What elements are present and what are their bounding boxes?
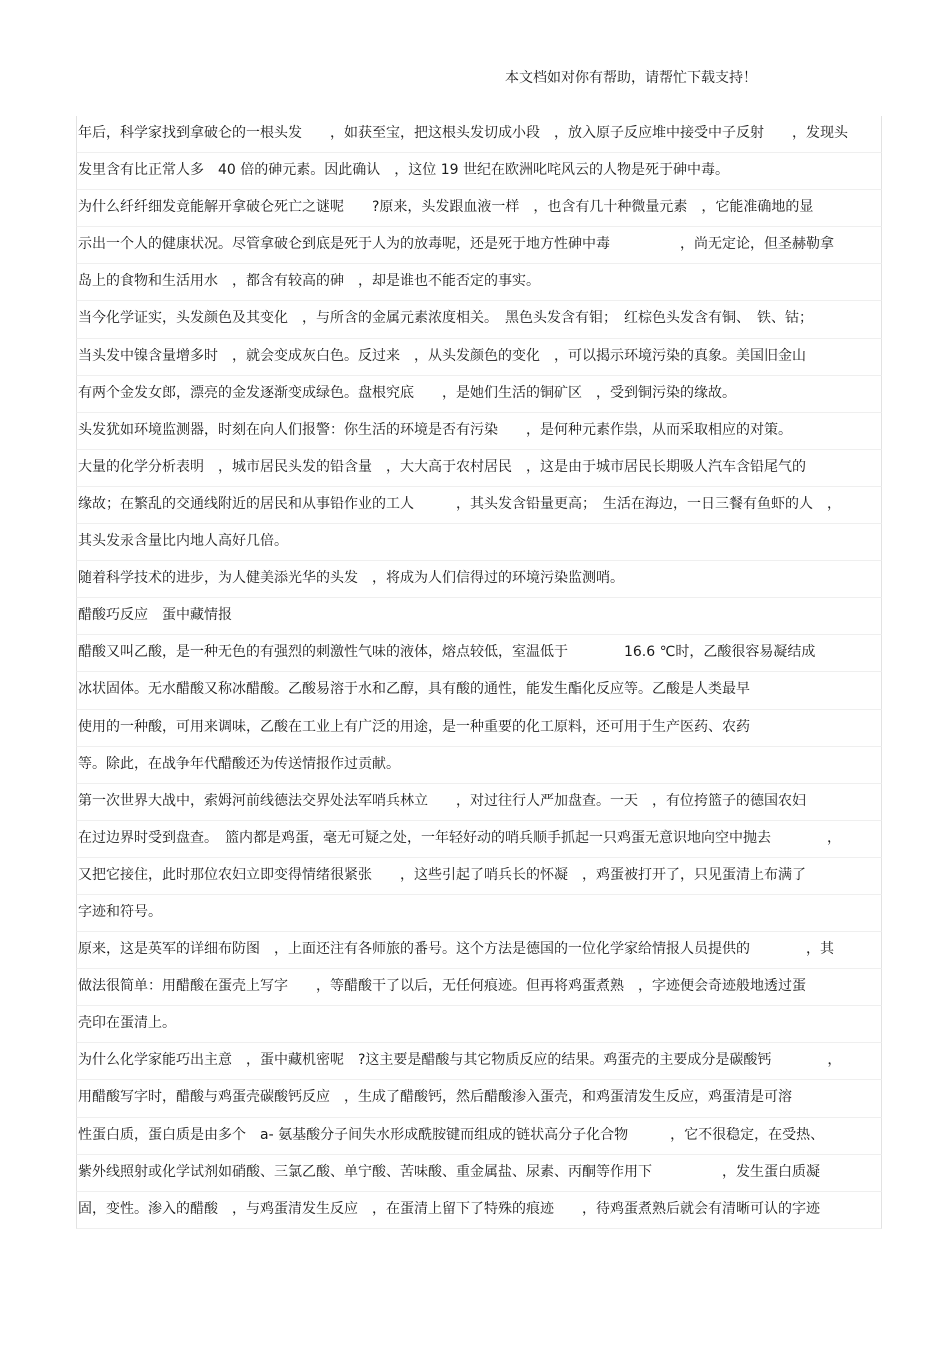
text-line: 性蛋白质，蛋白质是由多个 a- 氨基酸分子间失水形成酰胺键而组成的链状高分子化合物 ，它不很稳定，在受热、 — [76, 1118, 882, 1155]
text-line: 醋酸巧反应 蛋中藏情报 — [76, 598, 882, 635]
document-body — [76, 116, 882, 1229]
text-line: 固，变性。渗入的醋酸 ，与鸡蛋清发生反应 ，在蛋清上留下了特殊的痕迹 ，待鸡蛋煮熟后就会有清晰可认的字迹 — [76, 1192, 882, 1229]
text-line: 其头发汞含量比内地人高好几倍。 — [76, 524, 882, 561]
text-line: 使用的一种酸，可用来调味，乙酸在工业上有广泛的用途，是一种重要的化工原料，还可用于生产医药、农药 — [76, 710, 882, 747]
text-line: 醋酸又叫乙酸，是一种无色的有强烈的刺激性气味的液体，熔点较低，室温低于 16.6 ℃时，乙酸很容易凝结成 — [76, 635, 882, 672]
text-line: 随着科学技术的进步，为人健美添光华的头发 ，将成为人们信得过的环境污染监测哨。 — [76, 561, 882, 598]
text-line: 等。除此，在战争年代醋酸还为传送情报作过贡献。 — [76, 747, 882, 784]
text-line: 当头发中镍含量增多时 ，就会变成灰白色。反过来 ，从头发颜色的变化 ，可以揭示环境污染的真象。美国旧金山 — [76, 339, 882, 376]
text-line: 用醋酸写字时，醋酸与鸡蛋壳碳酸钙反应 ，生成了醋酸钙，然后醋酸渗入蛋壳，和鸡蛋清发生反应，鸡蛋清是可溶 — [76, 1080, 882, 1117]
text-line: 原来，这是英军的详细布防图 ，上面还注有各师旅的番号。这个方法是德国的一位化学家给情报人员提供的 ，其 — [76, 932, 882, 969]
text-line: 大量的化学分析表明 ，城市居民头发的铅含量 ，大大高于农村居民 ，这是由于城市居民长期吸人汽车含铅尾气的 — [76, 450, 882, 487]
text-line: 做法很简单：用醋酸在蛋壳上写字 ，等醋酸干了以后，无任何痕迹。但再将鸡蛋煮熟 ，字迹便会奇迹般地透过蛋 — [76, 969, 882, 1006]
text-line: 冰状固体。无水醋酸又称冰醋酸。乙酸易溶于水和乙醇，具有酸的通性，能发生酯化反应等。乙酸是人类最早 — [76, 672, 882, 709]
text-line: 第一次世界大战中，索姆河前线德法交界处法军哨兵林立 ，对过往行人严加盘查。一天 ，有位挎篮子的德国农妇 — [76, 784, 882, 821]
text-line: 岛上的食物和生活用水 ，都含有较高的砷 ，却是谁也不能否定的事实。 — [76, 264, 882, 301]
text-line: 在过边界时受到盘查。 篮内都是鸡蛋，毫无可疑之处，一年轻好动的哨兵顺手抓起一只鸡蛋无意识地向空中抛去 ， — [76, 821, 882, 858]
text-line: 字迹和符号。 — [76, 895, 882, 932]
text-line: 又把它接住，此时那位农妇立即变得情绪很紧张 ，这些引起了哨兵长的怀凝 ，鸡蛋被打开了，只见蛋清上布满了 — [76, 858, 882, 895]
download-support-note: 本文档如对你有帮助，请帮忙下载支持！ — [505, 70, 757, 86]
text-line: 发里含有比正常人多 40 倍的砷元素。因此确认 ，这位 19 世纪在欧洲叱咤风云的人物是死于砷中毒。 — [76, 153, 882, 190]
text-line: 为什么化学家能巧出主意 ，蛋中藏机密呢 ?这主要是醋酸与其它物质反应的结果。鸡蛋壳的主要成分是碳酸钙 ， — [76, 1043, 882, 1080]
text-line: 头发犹如环境监测器，时刻在向人们报警：你生活的环境是否有污染 ，是何种元素作祟，从而采取相应的对策。 — [76, 413, 882, 450]
text-line: 紫外线照射或化学试剂如硝酸、三氯乙酸、单宁酸、苦味酸、重金属盐、尿素、丙酮等作用下 ，发生蛋白质凝 — [76, 1155, 882, 1192]
text-line: 当今化学证实，头发颜色及其变化 ，与所含的金属元素浓度相关。 黑色头发含有钼； 红棕色头发含有铜、 铁、钴； — [76, 301, 882, 338]
text-line: 年后，科学家找到拿破仑的一根头发 ，如获至宝，把这根头发切成小段 ，放入原子反应堆中接受中子反射 ，发现头 — [76, 116, 882, 153]
text-line: 为什么纤纤细发竟能解开拿破仑死亡之谜呢 ?原来，头发跟血液一样 ，也含有几十种微量元素 ，它能准确地的显 — [76, 190, 882, 227]
text-line: 壳印在蛋清上。 — [76, 1006, 882, 1043]
text-line: 示出一个人的健康状况。尽管拿破仑到底是死于人为的放毒呢，还是死于地方性砷中毒 ，尚无定论，但圣赫勒拿 — [76, 227, 882, 264]
text-line: 有两个金发女郎，漂亮的金发逐渐变成绿色。盘根究底 ，是她们生活的铜矿区 ，受到铜污染的缘故。 — [76, 376, 882, 413]
text-line: 缘故；在繁乱的交通线附近的居民和从事铅作业的工人 ，其头发含铅量更高； 生活在海边，一日三餐有鱼虾的人 ， — [76, 487, 882, 524]
